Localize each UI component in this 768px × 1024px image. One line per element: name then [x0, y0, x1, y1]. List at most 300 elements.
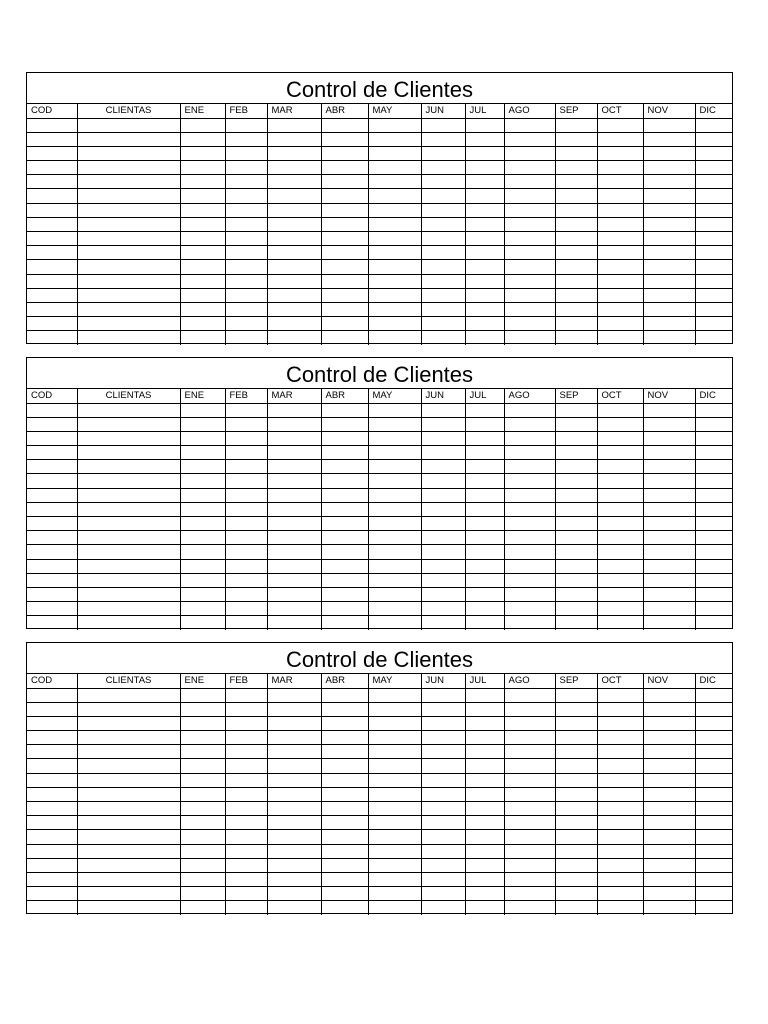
table-cell	[465, 502, 504, 516]
table-cell	[555, 274, 597, 288]
table-cell	[180, 759, 225, 773]
table-cell	[225, 587, 267, 601]
table-cell	[27, 132, 77, 146]
table-row	[27, 602, 732, 616]
table-cell	[180, 317, 225, 331]
table-cell	[225, 716, 267, 730]
table-cell	[504, 317, 555, 331]
table-row	[27, 616, 732, 630]
table-cell	[27, 830, 77, 844]
table-cell	[504, 417, 555, 431]
table-cell	[267, 446, 321, 460]
table-cell	[504, 260, 555, 274]
table-cell	[695, 232, 732, 246]
table-cell	[225, 545, 267, 559]
table-cell	[643, 446, 695, 460]
table-cell	[225, 759, 267, 773]
table-cell	[421, 844, 465, 858]
table-cell	[465, 118, 504, 132]
table-cell	[225, 302, 267, 316]
table-cell	[421, 175, 465, 189]
sheet-title: Control de Clientes	[27, 643, 732, 674]
table-cell	[27, 844, 77, 858]
table-cell	[321, 460, 368, 474]
table-cell	[321, 203, 368, 217]
table-cell	[504, 602, 555, 616]
table-cell	[465, 616, 504, 630]
column-header-ago: AGO	[504, 674, 555, 688]
column-header-feb: FEB	[225, 674, 267, 688]
table-cell	[504, 716, 555, 730]
table-cell	[643, 189, 695, 203]
table-cell	[27, 260, 77, 274]
table-cell	[267, 531, 321, 545]
table-cell	[368, 787, 421, 801]
table-cell	[225, 175, 267, 189]
table-cell	[368, 288, 421, 302]
table-cell	[643, 688, 695, 702]
table-cell	[368, 132, 421, 146]
table-row	[27, 858, 732, 872]
table-cell	[421, 787, 465, 801]
table-cell	[465, 446, 504, 460]
table-cell	[555, 688, 597, 702]
column-header-clientas: CLIENTAS	[77, 389, 180, 403]
table-cell	[421, 688, 465, 702]
table-cell	[597, 830, 643, 844]
table-cell	[643, 217, 695, 231]
column-header-nov: NOV	[643, 389, 695, 403]
table-cell	[77, 531, 180, 545]
table-cell	[321, 887, 368, 901]
table-cell	[643, 702, 695, 716]
table-cell	[504, 446, 555, 460]
table-cell	[421, 830, 465, 844]
table-cell	[597, 787, 643, 801]
table-cell	[695, 858, 732, 872]
table-cell	[267, 417, 321, 431]
client-control-sheet-2	[26, 357, 733, 629]
table-row	[27, 802, 732, 816]
table-cell	[421, 545, 465, 559]
table-cell	[267, 502, 321, 516]
table-cell	[267, 802, 321, 816]
column-header-cod: COD	[27, 104, 77, 118]
column-header-nov: NOV	[643, 674, 695, 688]
table-cell	[504, 302, 555, 316]
table-cell	[225, 573, 267, 587]
table-cell	[267, 203, 321, 217]
table-row	[27, 474, 732, 488]
table-row	[27, 175, 732, 189]
table-cell	[225, 260, 267, 274]
table-row	[27, 531, 732, 545]
table-cell	[180, 731, 225, 745]
table-cell	[555, 132, 597, 146]
table-cell	[643, 246, 695, 260]
table-cell	[421, 118, 465, 132]
table-cell	[695, 317, 732, 331]
table-cell	[267, 872, 321, 886]
table-row	[27, 573, 732, 587]
table-cell	[504, 816, 555, 830]
table-cell	[695, 203, 732, 217]
table-cell	[77, 288, 180, 302]
table-row	[27, 118, 732, 132]
table-cell	[643, 802, 695, 816]
table-cell	[465, 688, 504, 702]
table-cell	[421, 716, 465, 730]
table-cell	[643, 545, 695, 559]
table-cell	[695, 161, 732, 175]
table-cell	[421, 203, 465, 217]
column-header-ago: AGO	[504, 104, 555, 118]
table-cell	[555, 830, 597, 844]
column-header-may: MAY	[368, 104, 421, 118]
table-cell	[555, 844, 597, 858]
table-cell	[421, 317, 465, 331]
table-cell	[77, 217, 180, 231]
table-cell	[465, 802, 504, 816]
table-cell	[225, 844, 267, 858]
column-header-sep: SEP	[555, 104, 597, 118]
table-cell	[465, 545, 504, 559]
table-cell	[225, 317, 267, 331]
table-cell	[695, 175, 732, 189]
table-cell	[267, 189, 321, 203]
table-cell	[597, 431, 643, 445]
table-cell	[321, 118, 368, 132]
table-cell	[267, 616, 321, 630]
table-row	[27, 317, 732, 331]
table-cell	[555, 260, 597, 274]
table-cell	[225, 460, 267, 474]
table-cell	[597, 146, 643, 160]
table-row	[27, 559, 732, 573]
table-cell	[504, 502, 555, 516]
table-cell	[597, 488, 643, 502]
table-cell	[465, 773, 504, 787]
table-cell	[180, 587, 225, 601]
table-cell	[555, 161, 597, 175]
table-cell	[695, 616, 732, 630]
table-cell	[555, 302, 597, 316]
table-cell	[180, 745, 225, 759]
table-cell	[643, 203, 695, 217]
table-cell	[465, 702, 504, 716]
table-cell	[597, 844, 643, 858]
table-cell	[504, 403, 555, 417]
table-cell	[27, 616, 77, 630]
table-cell	[555, 189, 597, 203]
table-cell	[504, 517, 555, 531]
table-row	[27, 816, 732, 830]
table-cell	[225, 431, 267, 445]
table-cell	[77, 260, 180, 274]
table-cell	[267, 175, 321, 189]
table-cell	[695, 716, 732, 730]
table-cell	[225, 830, 267, 844]
table-row	[27, 688, 732, 702]
table-row	[27, 288, 732, 302]
table-cell	[27, 559, 77, 573]
table-cell	[267, 132, 321, 146]
column-header-mar: MAR	[267, 389, 321, 403]
table-cell	[27, 417, 77, 431]
table-cell	[421, 816, 465, 830]
table-cell	[421, 531, 465, 545]
table-cell	[180, 232, 225, 246]
table-cell	[597, 802, 643, 816]
table-cell	[465, 858, 504, 872]
table-cell	[695, 502, 732, 516]
table-cell	[368, 502, 421, 516]
table-cell	[225, 203, 267, 217]
table-cell	[267, 545, 321, 559]
table-cell	[504, 474, 555, 488]
table-cell	[225, 232, 267, 246]
table-cell	[225, 872, 267, 886]
table-cell	[555, 716, 597, 730]
table-cell	[465, 587, 504, 601]
table-cell	[504, 745, 555, 759]
table-cell	[465, 474, 504, 488]
table-cell	[180, 274, 225, 288]
table-cell	[597, 232, 643, 246]
table-cell	[368, 403, 421, 417]
table-cell	[368, 887, 421, 901]
table-cell	[597, 716, 643, 730]
column-header-jul: JUL	[465, 104, 504, 118]
table-cell	[321, 132, 368, 146]
table-cell	[555, 246, 597, 260]
table-cell	[555, 217, 597, 231]
table-cell	[180, 403, 225, 417]
table-cell	[597, 745, 643, 759]
table-cell	[555, 872, 597, 886]
table-cell	[504, 545, 555, 559]
table-cell	[695, 587, 732, 601]
table-cell	[695, 802, 732, 816]
table-cell	[225, 488, 267, 502]
table-cell	[225, 331, 267, 345]
table-cell	[267, 217, 321, 231]
table-cell	[421, 872, 465, 886]
table-cell	[504, 844, 555, 858]
table-cell	[77, 616, 180, 630]
table-cell	[465, 830, 504, 844]
table-cell	[555, 702, 597, 716]
table-cell	[267, 858, 321, 872]
table-row	[27, 203, 732, 217]
table-cell	[267, 688, 321, 702]
table-cell	[321, 189, 368, 203]
table-cell	[555, 573, 597, 587]
table-cell	[643, 887, 695, 901]
table-cell	[77, 745, 180, 759]
table-cell	[225, 189, 267, 203]
table-cell	[27, 545, 77, 559]
table-cell	[180, 175, 225, 189]
table-cell	[597, 872, 643, 886]
table-cell	[504, 217, 555, 231]
column-header-clientas: CLIENTAS	[77, 674, 180, 688]
table-cell	[225, 217, 267, 231]
table-cell	[27, 317, 77, 331]
table-cell	[180, 802, 225, 816]
table-cell	[321, 872, 368, 886]
table-cell	[465, 460, 504, 474]
table-cell	[321, 417, 368, 431]
table-cell	[321, 317, 368, 331]
table-cell	[421, 559, 465, 573]
table-cell	[27, 502, 77, 516]
table-cell	[643, 901, 695, 915]
table-cell	[225, 901, 267, 915]
table-cell	[504, 132, 555, 146]
table-cell	[27, 288, 77, 302]
table-cell	[180, 288, 225, 302]
table-cell	[555, 175, 597, 189]
table-cell	[267, 488, 321, 502]
table-cell	[368, 446, 421, 460]
table-cell	[368, 431, 421, 445]
table-cell	[597, 317, 643, 331]
table-cell	[597, 474, 643, 488]
table-row	[27, 517, 732, 531]
table-cell	[504, 858, 555, 872]
table-cell	[180, 146, 225, 160]
table-cell	[77, 702, 180, 716]
column-header-oct: OCT	[597, 104, 643, 118]
column-header-dic: DIC	[695, 389, 732, 403]
table-cell	[597, 118, 643, 132]
table-cell	[77, 887, 180, 901]
table-cell	[27, 403, 77, 417]
table-cell	[321, 232, 368, 246]
table-cell	[180, 517, 225, 531]
table-cell	[555, 787, 597, 801]
table-cell	[465, 274, 504, 288]
table-cell	[267, 901, 321, 915]
table-cell	[504, 460, 555, 474]
table-cell	[643, 759, 695, 773]
table-cell	[597, 531, 643, 545]
table-cell	[27, 203, 77, 217]
table-cell	[368, 232, 421, 246]
table-cell	[180, 616, 225, 630]
table-cell	[368, 759, 421, 773]
table-cell	[368, 189, 421, 203]
table-cell	[597, 189, 643, 203]
table-cell	[555, 317, 597, 331]
table-cell	[321, 716, 368, 730]
table-cell	[643, 161, 695, 175]
client-control-table	[27, 104, 732, 345]
table-cell	[27, 688, 77, 702]
table-cell	[321, 531, 368, 545]
table-cell	[555, 731, 597, 745]
table-cell	[421, 573, 465, 587]
table-cell	[27, 161, 77, 175]
column-header-dic: DIC	[695, 104, 732, 118]
table-cell	[421, 616, 465, 630]
table-cell	[368, 531, 421, 545]
table-cell	[267, 431, 321, 445]
table-cell	[27, 773, 77, 787]
column-header-clientas: CLIENTAS	[77, 104, 180, 118]
table-cell	[465, 161, 504, 175]
table-cell	[368, 731, 421, 745]
table-cell	[421, 502, 465, 516]
table-cell	[368, 716, 421, 730]
table-cell	[267, 460, 321, 474]
table-row	[27, 403, 732, 417]
table-cell	[597, 731, 643, 745]
table-cell	[465, 872, 504, 886]
column-header-jun: JUN	[421, 389, 465, 403]
column-header-jul: JUL	[465, 389, 504, 403]
table-cell	[504, 232, 555, 246]
table-cell	[77, 559, 180, 573]
table-cell	[27, 573, 77, 587]
table-row	[27, 431, 732, 445]
table-cell	[225, 602, 267, 616]
table-cell	[643, 417, 695, 431]
table-cell	[77, 731, 180, 745]
table-cell	[421, 887, 465, 901]
table-cell	[465, 331, 504, 345]
table-cell	[695, 288, 732, 302]
table-cell	[225, 887, 267, 901]
client-control-table	[27, 674, 732, 915]
table-cell	[465, 844, 504, 858]
table-cell	[597, 403, 643, 417]
table-cell	[421, 488, 465, 502]
table-cell	[695, 602, 732, 616]
table-row	[27, 702, 732, 716]
table-cell	[180, 417, 225, 431]
table-cell	[267, 716, 321, 730]
table-cell	[225, 132, 267, 146]
table-cell	[225, 802, 267, 816]
table-cell	[77, 474, 180, 488]
table-cell	[504, 731, 555, 745]
table-cell	[597, 559, 643, 573]
table-cell	[695, 901, 732, 915]
table-cell	[77, 446, 180, 460]
table-cell	[77, 460, 180, 474]
table-row	[27, 787, 732, 801]
table-cell	[321, 446, 368, 460]
table-cell	[504, 175, 555, 189]
column-header-may: MAY	[368, 389, 421, 403]
table-cell	[465, 302, 504, 316]
table-cell	[555, 816, 597, 830]
table-cell	[225, 745, 267, 759]
table-cell	[27, 587, 77, 601]
table-cell	[504, 573, 555, 587]
table-cell	[695, 787, 732, 801]
table-row	[27, 502, 732, 516]
table-cell	[180, 488, 225, 502]
table-cell	[695, 246, 732, 260]
table-cell	[695, 816, 732, 830]
table-cell	[225, 731, 267, 745]
table-cell	[421, 731, 465, 745]
table-cell	[555, 802, 597, 816]
table-cell	[421, 331, 465, 345]
